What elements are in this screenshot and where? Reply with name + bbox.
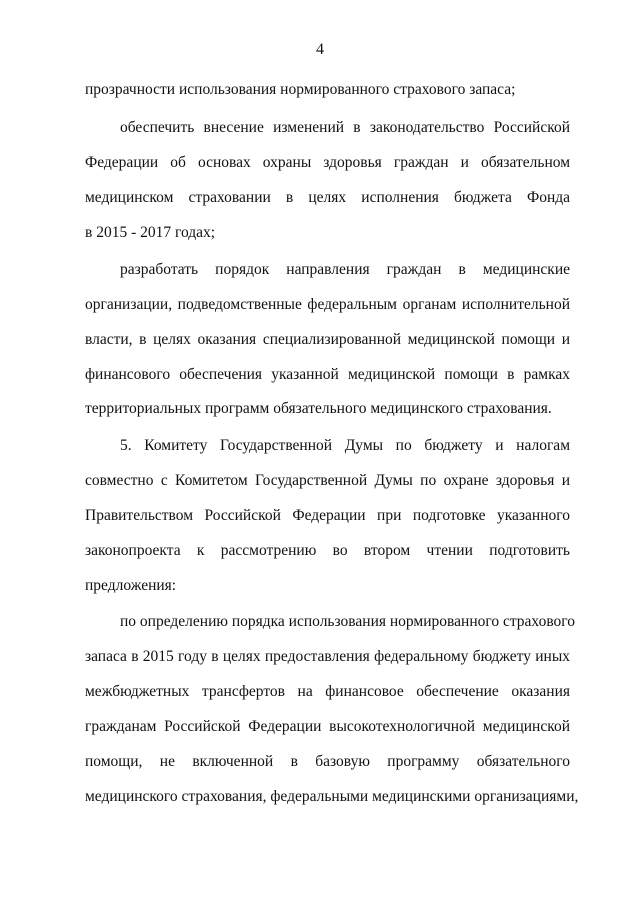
text-line: по определению порядка использования нормированного страхового xyxy=(120,613,576,630)
text-line: помощи, не включенной в базовую программу обязательного xyxy=(85,753,570,770)
text-line: разработать порядок направления граждан в медицинские xyxy=(120,261,570,278)
text-line: медицинском страховании в целях исполнения бюджета Фонда xyxy=(85,189,570,206)
text-line: 5. Комитету Государственной Думы по бюджету и налогам xyxy=(120,437,570,454)
text-line: Правительством Российской Федерации при подготовке указанного xyxy=(85,507,570,524)
text-line: медицинского страхования, федеральными медицинскими организациями, xyxy=(85,788,579,805)
text-line: организации, подведомственные федеральным органам исполнительной xyxy=(85,296,570,313)
page-number: 4 xyxy=(316,41,324,58)
text-line: обеспечить внесение изменений в законодательство Российской xyxy=(120,119,570,136)
text-line: территориальных программ обязательного медицинского страхования. xyxy=(85,400,552,417)
text-line: Федерации об основах охраны здоровья граждан и обязательном xyxy=(85,154,570,171)
text-line: гражданам Российской Федерации высокотехнологичной медицинской xyxy=(85,718,570,735)
text-line: межбюджетных трансфертов на финансовое обеспечение оказания xyxy=(85,683,570,700)
text-line: власти, в целях оказания специализированной медицинской помощи и xyxy=(85,331,570,348)
text-line: прозрачности использования нормированного страхового запаса; xyxy=(85,81,516,98)
text-line: в 2015 - 2017 годах; xyxy=(85,224,216,241)
text-line: предложения: xyxy=(85,577,177,594)
text-line: финансового обеспечения указанной медицинской помощи в рамках xyxy=(85,366,570,383)
text-line: совместно с Комитетом Государственной Думы по охране здоровья и xyxy=(85,472,570,489)
text-line: законопроекта к рассмотрению во втором чтении подготовить xyxy=(85,542,570,559)
text-line: запаса в 2015 году в целях предоставления федеральному бюджету иных xyxy=(85,648,570,665)
